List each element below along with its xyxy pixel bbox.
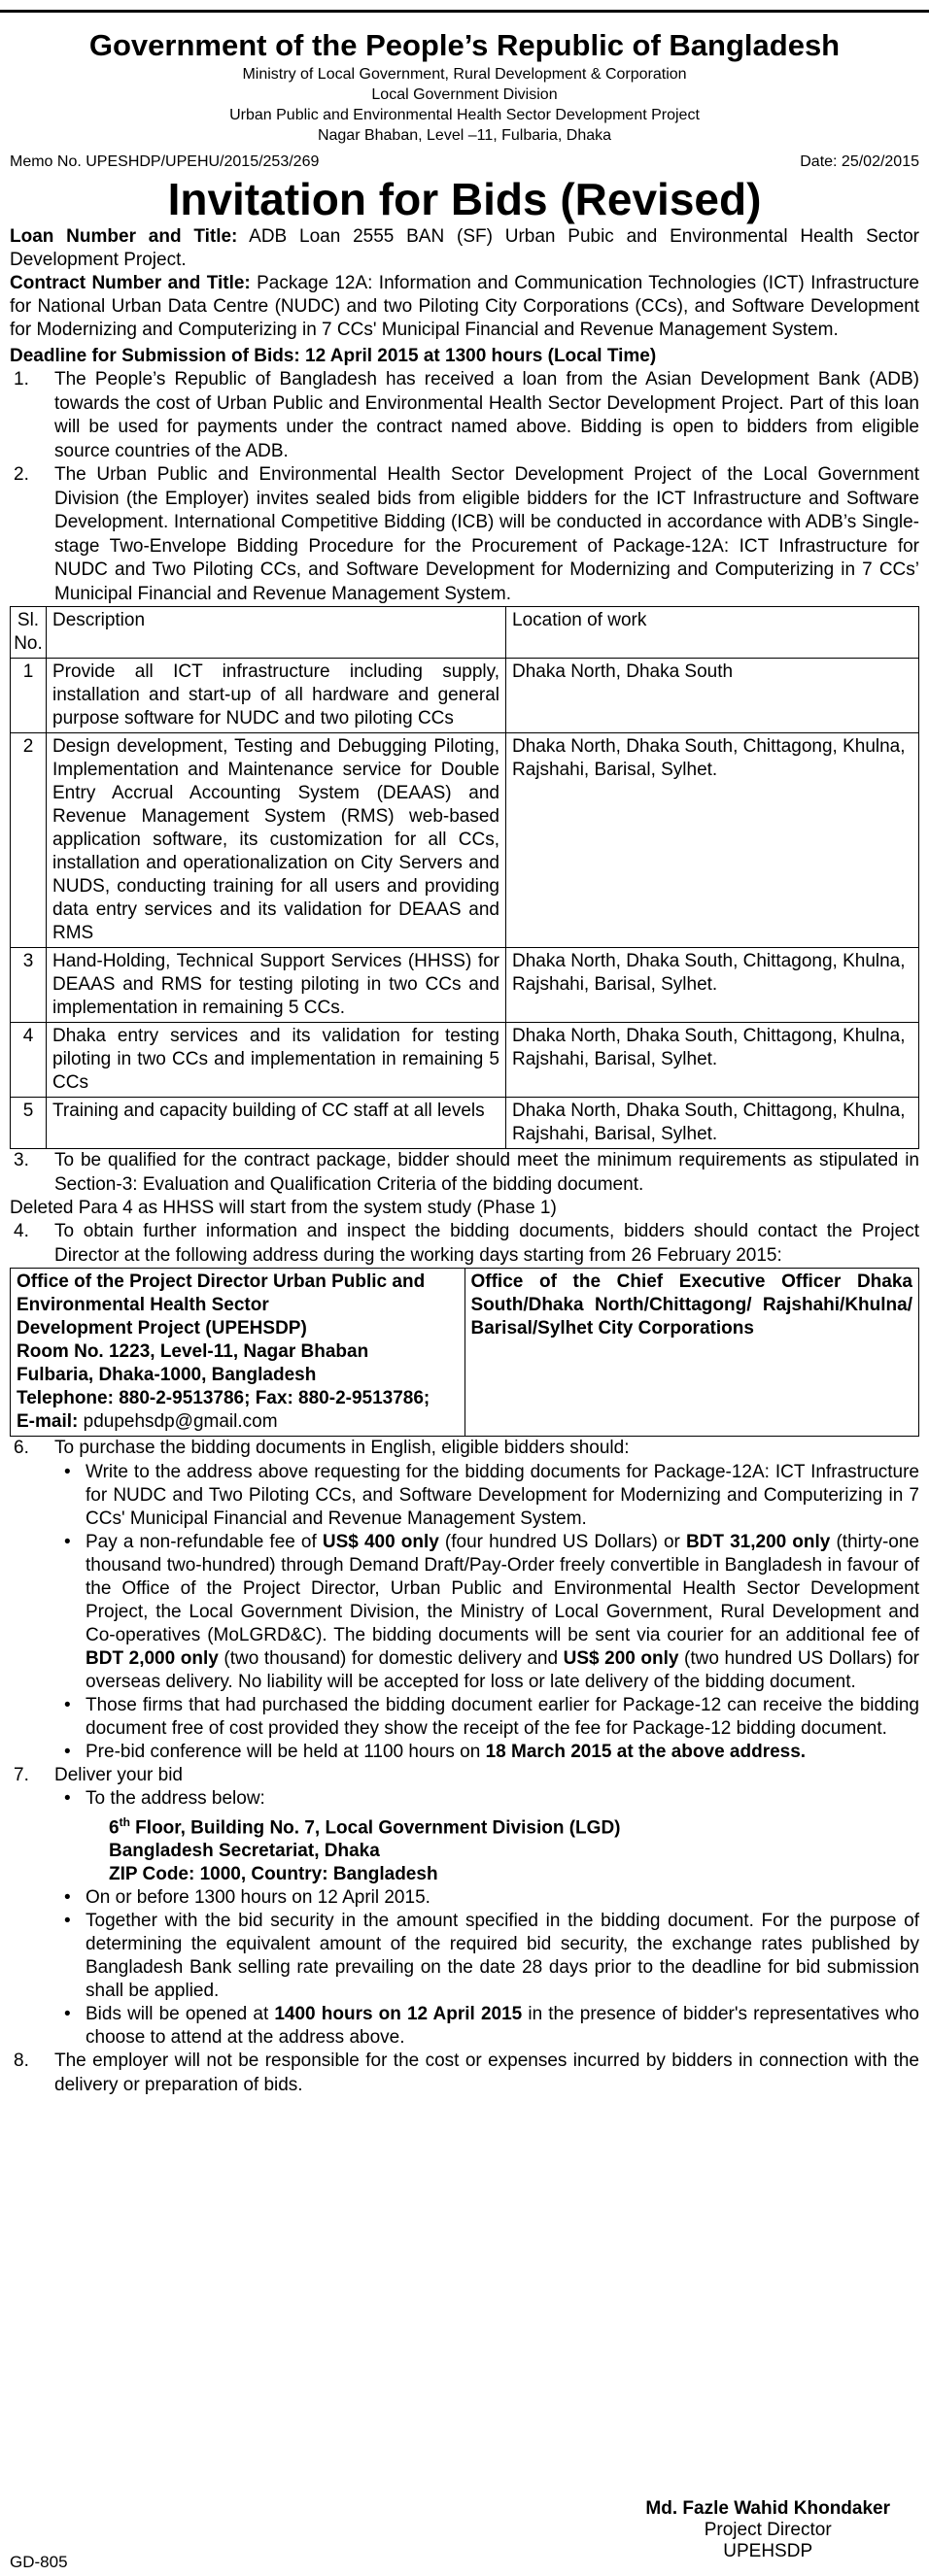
table-row (11, 948, 919, 1023)
row-sl: 3 (11, 948, 47, 1023)
delivery-address (109, 1811, 919, 1886)
bullet-text (86, 2003, 919, 2050)
paragraph-number: 2. (14, 464, 29, 485)
row-sl: 5 (11, 1098, 47, 1149)
office-title: Office of the Project Director Urban Public and Environmental Health Sector (17, 1271, 426, 1315)
paragraph-3 (10, 1149, 919, 1197)
division-line: Local Government Division (371, 86, 558, 103)
address-line (109, 1811, 919, 1840)
signatory-name: Md. Fazle Wahid Khondaker (645, 2498, 890, 2519)
email-label: E-mail: (17, 1411, 79, 1432)
courier-fee-bdt: BDT 2,000 only (86, 1647, 219, 1669)
office-line: Fulbaria, Dhaka-1000, Bangladesh (17, 1365, 317, 1385)
bullet-text: Write to the address above requesting for the bidding documents for Package-12A: ICT Infrastructure for NUDC and Two Piloting CCs, and Software Development for Modernizing and Computerizing in 7 CCs' Municipal Financial and Revenue Management System. (86, 1461, 919, 1529)
project-line: Urban Public and Environmental Health Sector Development Project (229, 107, 700, 123)
paragraph-text: The People’s Republic of Bangladesh has received a loan from the Asian Development Bank (ADB) towards the cost of Urban Public and Environmental Health Sector Development Project. Part of this loan will be used for payments under the contract named above. Bidding is open to bidders from eligible source countries of the ADB. (54, 369, 919, 461)
contract-text: Package 12A: Information and Communication Technologies (ICT) Infrastructure for National Urban Data Centre (NUDC) and two Piloting City Corporations (CCs), and Software Development for Modernizing and Computerizing in 7 CCs' Municipal Financial and Revenue Management System. (10, 273, 919, 340)
email-line (17, 1410, 459, 1434)
bullet-item (64, 1694, 919, 1741)
row-location: Dhaka North, Dhaka South, Chittagong, Khulna, Rajshahi, Barisal, Sylhet. (506, 1098, 919, 1149)
office-line: Telephone: 880-2-9513786; Fax: 880-2-9513786; (17, 1388, 430, 1408)
loan-text: ADB Loan 2555 BAN (SF) Urban Pubic and Environmental Health Sector Development Project. (10, 226, 919, 270)
fee-bdt: BDT 31,200 only (685, 1531, 831, 1552)
bullet-text: Those firms that had purchased the bidding document earlier for Package-12 can receive the bidding document free of cost provided they show the receipt of the fee for Package-12 bidding document. (86, 1694, 919, 1739)
table-row (11, 1098, 919, 1149)
loan-paragraph (10, 225, 919, 272)
bullet-item (64, 1741, 919, 1764)
footer-code: GD-805 (10, 2553, 68, 2571)
bullet-icon: • (64, 1694, 71, 1715)
project-director-office (11, 1269, 465, 1437)
header-location: Location of work (506, 607, 919, 659)
signatory-org: UPEHSDP (723, 2541, 813, 2561)
bullet-icon: • (64, 2004, 71, 2025)
paragraph-number: 3. (14, 1150, 29, 1170)
row-description: Hand-Holding, Technical Support Services (HHSS) for DEAAS and RMS for testing piloting in two CCs and implementation in remaining 5 CCs. (47, 948, 506, 1023)
bullet-item (64, 1787, 919, 1811)
office-title: Office of the Chief Executive Officer Dhaka South/Dhaka North/Chittagong/ Rajshahi/Khulna/ Barisal/Sylhet City Corporations (470, 1271, 912, 1339)
paragraph-1 (10, 368, 919, 463)
offices-table (10, 1268, 919, 1437)
row-sl: 4 (11, 1023, 47, 1098)
paragraph-6 (10, 1437, 919, 1461)
paragraph-2 (10, 463, 919, 606)
paragraph-text: To be qualified for the contract package, bidder should meet the minimum requirements as stipulated in Section-3: Evaluation and Qualification Criteria of the bidding document. (54, 1150, 919, 1195)
row-sl: 2 (11, 733, 47, 948)
offices-row (11, 1269, 919, 1437)
loan-label: Loan Number and Title: (10, 226, 238, 247)
text-run: (four hundred US Dollars) or (438, 1531, 686, 1552)
paragraph-text: The employer will not be responsible for the cost or expenses incurred by bidders in connection with the delivery or preparation of bids. (54, 2051, 919, 2095)
paragraph-8 (10, 2050, 919, 2097)
bullet-item (64, 1886, 919, 1910)
header-sl: Sl. No. (11, 607, 47, 659)
memo-row (10, 153, 919, 171)
office-line: Room No. 1223, Level-11, Nagar Bhaban (17, 1341, 369, 1362)
bullet-item (64, 1461, 919, 1531)
row-sl: 1 (11, 659, 47, 733)
table-row (11, 1023, 919, 1098)
paragraph-number: 8. (14, 2051, 29, 2072)
contract-label: Contract Number and Title: (10, 273, 251, 293)
text-run: Pay a non-refundable fee of (86, 1531, 323, 1552)
header-description: Description (47, 607, 506, 659)
row-location: Dhaka North, Dhaka South (506, 659, 919, 733)
paragraph-text: To obtain further information and inspect the bidding documents, bidders should contact the Project Director at the following address during the working days starting from 26 February 2015: (54, 1221, 919, 1266)
office-line: Development Project (UPEHSDP) (17, 1318, 307, 1339)
address-line: Nagar Bhaban, Level –11, Fulbaria, Dhaka (317, 127, 612, 144)
address-line: Bangladesh Secretariat, Dhaka (109, 1841, 380, 1862)
row-description: Dhaka entry services and its validation for testing piloting in two CCs and implementation in remaining 5 CCs (47, 1023, 506, 1098)
deleted-para-note: Deleted Para 4 as HHSS will start from the system study (Phase 1) (10, 1198, 557, 1218)
table-header-row (11, 607, 919, 659)
fee-usd: US$ 400 only (322, 1531, 439, 1552)
prebid-date: 18 March 2015 at the above address. (485, 1741, 807, 1762)
row-location: Dhaka North, Dhaka South, Chittagong, Khulna, Rajshahi, Barisal, Sylhet. (506, 733, 919, 948)
signature-block (645, 2498, 890, 2562)
bullet-text (86, 1531, 919, 1694)
bullet-icon: • (64, 1911, 71, 1932)
row-location: Dhaka North, Dhaka South, Chittagong, Khulna, Rajshahi, Barisal, Sylhet. (506, 948, 919, 1023)
text-run: th (119, 1815, 130, 1829)
paragraph-7 (10, 1764, 919, 1788)
table-row (11, 733, 919, 948)
contract-paragraph (10, 272, 919, 342)
bullet-icon: • (64, 1531, 71, 1552)
table-row (11, 659, 919, 733)
bullet-text: On or before 1300 hours on 12 April 2015. (86, 1887, 430, 1909)
paragraph-text: The Urban Public and Environmental Health Sector Development Project of the Local Government Division (the Employer) invites sealed bids from eligible bidders for the ICT Infrastructure and Software Development. International Competitive Bidding (ICB) will be conducted in accordance with ADB’s Single-stage Two-Envelope Bidding Procedure for the Procurement of Package-12A: ICT Infrastructure for NUDC and Two Piloting CCs, and Software Development for Modernizing and Computerizing in 7 CCs’ Municipal Financial and Revenue Management System. (54, 464, 919, 604)
bullet-icon: • (64, 1741, 71, 1762)
bullet-text: Together with the bid security in the amount specified in the bidding document. For the purpose of determining the equivalent amount of the required bid security, the exchange rates published by Bangladesh Bank selling rate prevailing on the date 28 days prior to the deadline for bid submission shall be applied. (86, 1911, 919, 2002)
bullet-icon: • (64, 1461, 71, 1482)
bullet-item (64, 2003, 919, 2050)
courier-fee-usd: US$ 200 only (563, 1647, 679, 1669)
ministry-line: Ministry of Local Government, Rural Development & Corporation (242, 66, 687, 83)
bullet-text: To the address below: (86, 1788, 265, 1809)
signatory-designation: Project Director (704, 2520, 832, 2540)
bullet-icon: • (64, 1887, 71, 1909)
row-location: Dhaka North, Dhaka South, Chittagong, Khulna, Rajshahi, Barisal, Sylhet. (506, 1023, 919, 1098)
paragraph-number: 1. (14, 369, 29, 390)
text-run: (two hundred US Dollars) for overseas delivery. No liability will be accepted for loss or late delivery of the bidding document. (86, 1647, 919, 1692)
paragraph-number: 7. (14, 1764, 29, 1785)
row-description: Provide all ICT infrastructure including supply, installation and start-up of all hardware and general purpose software for NUDC and two piloting CCs (47, 659, 506, 733)
opening-time: 1400 hours on 12 April 2015 (274, 2004, 523, 2025)
letterhead (10, 0, 919, 146)
top-border-line (0, 10, 929, 13)
bullet-text (86, 1741, 919, 1764)
address-line: ZIP Code: 1000, Country: Bangladesh (109, 1864, 438, 1885)
text-run: Pre-bid conference will be held at 1100 hours on (86, 1741, 486, 1762)
government-title: Government of the People’s Republic of Bangladesh (88, 28, 841, 62)
row-description: Training and capacity building of CC staff at all levels (47, 1098, 506, 1149)
paragraph-number: 4. (14, 1221, 29, 1241)
paragraph-4 (10, 1220, 919, 1268)
deadline-line: Deadline for Submission of Bids: 12 April 2015 at 1300 hours (Local Time) (10, 346, 657, 366)
bullet-item (64, 1910, 919, 2003)
text-run: (thirty-one thousand two-hundred) through Demand Draft/Pay-Order freely convertible in Bangladesh in favour of the Office of the Project Director, Urban Public and Environmental Health Sector Development Project, the Local Government Division, the Ministry of Local Government, Rural Development and Co-operatives (MoLGRD&C). The bidding documents will be sent via courier for an additional fee of (86, 1531, 919, 1645)
text-run: 6 (109, 1817, 120, 1839)
memo-number: Memo No. UPESHDP/UPEHU/2015/253/269 (10, 153, 320, 170)
text-run: in the presence of bidder's representatives who choose to attend at the address above. (86, 2004, 919, 2049)
bullet-icon: • (64, 1788, 71, 1809)
row-description: Design development, Testing and Debugging Piloting, Implementation and Maintenance service for Double Entry Accrual Accounting System (DEAAS) and Revenue Management System (RMS) web-based application software, its customization for all CCs, installation and operationalization on City Servers and NUDS, conducting training for all users and providing data entry services and its validation for DEAAS and RMS (47, 733, 506, 948)
ceo-office (464, 1269, 919, 1437)
works-table (10, 606, 919, 1149)
paragraph-text: To purchase the bidding documents in English, eligible bidders should: (54, 1438, 630, 1458)
text-run: Floor, Building No. 7, Local Government Division (LGD) (129, 1817, 621, 1839)
paragraph-text: Deliver your bid (54, 1764, 183, 1785)
text-run: Bids will be opened at (86, 2004, 275, 2025)
memo-date: Date: 25/02/2015 (800, 153, 919, 170)
document-title: Invitation for Bids (Revised) (167, 174, 762, 224)
paragraph-number: 6. (14, 1438, 29, 1458)
text-run: (two thousand) for domestic delivery and (218, 1647, 564, 1669)
bullet-item (64, 1531, 919, 1694)
email-address: pdupehsdp@gmail.com (78, 1411, 278, 1432)
